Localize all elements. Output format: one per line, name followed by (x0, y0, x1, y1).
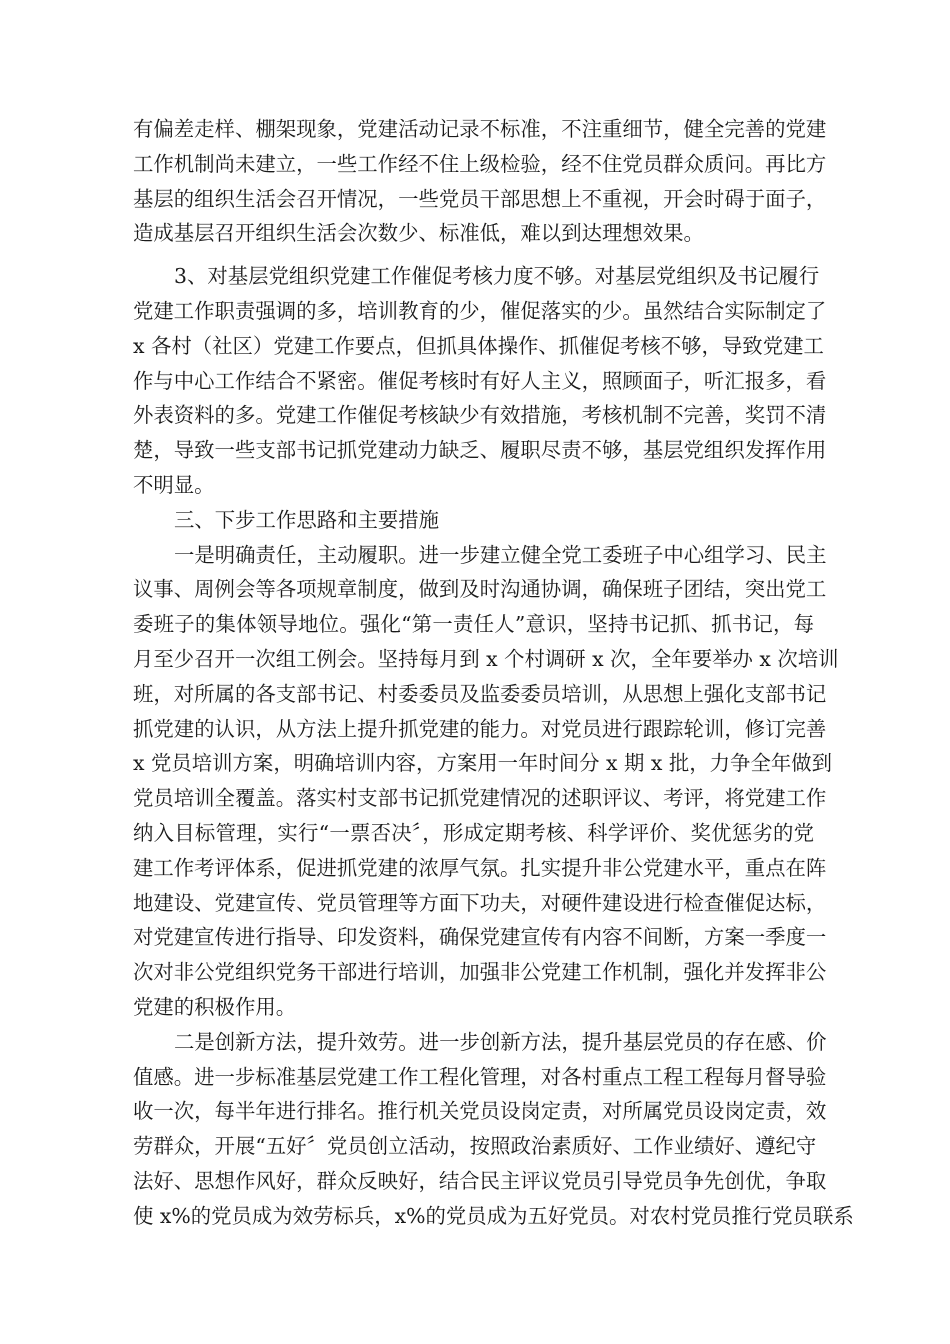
text-line: 造成基层召开组织生活会次数少、标准低，难以到达理想效果。 (133, 221, 704, 246)
text-line: 三、下步工作思路和主要措施 (174, 507, 440, 532)
text-line: 地建设、党建宣传、党员管理等方面下功夫，对硬件建设进行检查催促达标， (133, 890, 827, 915)
text-line: 劳群众，开展“五好〞党员创立活动，按照政治素质好、工作业绩好、遵纪守 (133, 1134, 817, 1159)
text-line: 值感。进一步标准基层党建工作工程化管理，对各村重点工程工程每月督导验 (133, 1064, 827, 1089)
text-line: 有偏差走样、棚架现象，党建活动记录不标准，不注重细节，健全完善的党建 (133, 117, 827, 141)
paragraph (133, 503, 814, 538)
text-line: 作与中心工作结合不紧密。催促考核时有好人主义，照顾面子，听汇报多，看 (133, 368, 827, 393)
paragraph (133, 538, 839, 1025)
text-line: 党建工作职责强调的多，培训教育的少，催促落实的少。虽然结合实际制定了 (133, 298, 827, 323)
text-line: 法好、思想作风好，群众反映好，结合民主评议党员引导党员争先创优，争取 (133, 1168, 827, 1193)
text-line: 次对非公党组织党务干部进行培训，加强非公党建工作机制，强化并发挥非公 (133, 960, 827, 985)
paragraph (133, 259, 827, 503)
text-line: 使 x%的党员成为效劳标兵，x%的党员成为五好党员。对农村党员推行党员联系 (133, 1203, 854, 1228)
text-line: 纳入目标管理，实行“一票否决〞，形成定期考核、科学评价、奖优惩劣的党 (133, 820, 814, 845)
text-line: 委班子的集体领导地位。强化“第一责任人”意识，坚持书记抓、抓书记，每 (133, 612, 814, 637)
text-line: 月至少召开一次组工例会。坚持每月到 x 个村调研 x 次，全年要举办 x 次培训 (133, 646, 839, 671)
text-line: 对党建宣传进行指导、印发资料，确保党建宣传有内容不间断，方案一季度一 (133, 925, 827, 950)
text-line: 楚，导致一些支部书记抓党建动力缺乏、履职尽责不够，基层党组织发挥作用 (133, 438, 827, 463)
text-line: 3、对基层党组织党建工作催促考核力度不够。对基层党组织及书记履行 (174, 264, 820, 289)
text-line: 收一次，每半年进行排名。推行机关党员设岗定责，对所属党员设岗定责，效 (133, 1099, 827, 1124)
text-line: 外表资料的多。党建工作催促考核缺少有效措施，考核机制不完善，奖罚不清 (133, 403, 827, 428)
text-line: 工作机制尚未建立，一些工作经不住上级检验，经不住党员群众质问。再比方 (133, 151, 827, 176)
text-line: 基层的组织生活会召开情况，一些党员干部思想上不重视，开会时碍于面子， (133, 186, 827, 211)
text-line: 议事、周例会等各项规章制度，做到及时沟通协调，确保班子团结，突出党工 (133, 577, 827, 602)
paragraph (133, 1025, 854, 1234)
text-line: 抓党建的认识，从方法上提升抓党建的能力。对党员进行跟踪轮训，修订完善 (133, 716, 827, 741)
text-line: 一是明确责任，主动履职。进一步建立健全党工委班子中心组学习、民主 (174, 542, 827, 567)
document-page (133, 112, 854, 1234)
text-line: 不明显。 (133, 472, 215, 497)
text-line: x 各村（社区）党建工作要点，但抓具体操作、抓催促考核不够，导致党建工 (133, 333, 824, 358)
text-line: x 党员培训方案，明确培训内容，方案用一年时间分 x 期 x 批，力争全年做到 (133, 751, 833, 776)
paragraph (133, 112, 827, 251)
text-line: 二是创新方法，提升效劳。进一步创新方法，提升基层党员的存在感、价 (174, 1029, 827, 1054)
text-line: 党员培训全覆盖。落实村支部书记抓党建情况的述职评议、考评，将党建工作 (133, 786, 827, 811)
text-line: 班，对所属的各支部书记、村委委员及监委委员培训，从思想上强化支部书记 (133, 681, 827, 706)
text-line: 党建的积极作用。 (133, 994, 297, 1019)
text-line: 建工作考评体系，促进抓党建的浓厚气氛。扎实提升非公党建水平，重点在阵 (133, 855, 827, 880)
paragraph-spacer (133, 251, 814, 259)
